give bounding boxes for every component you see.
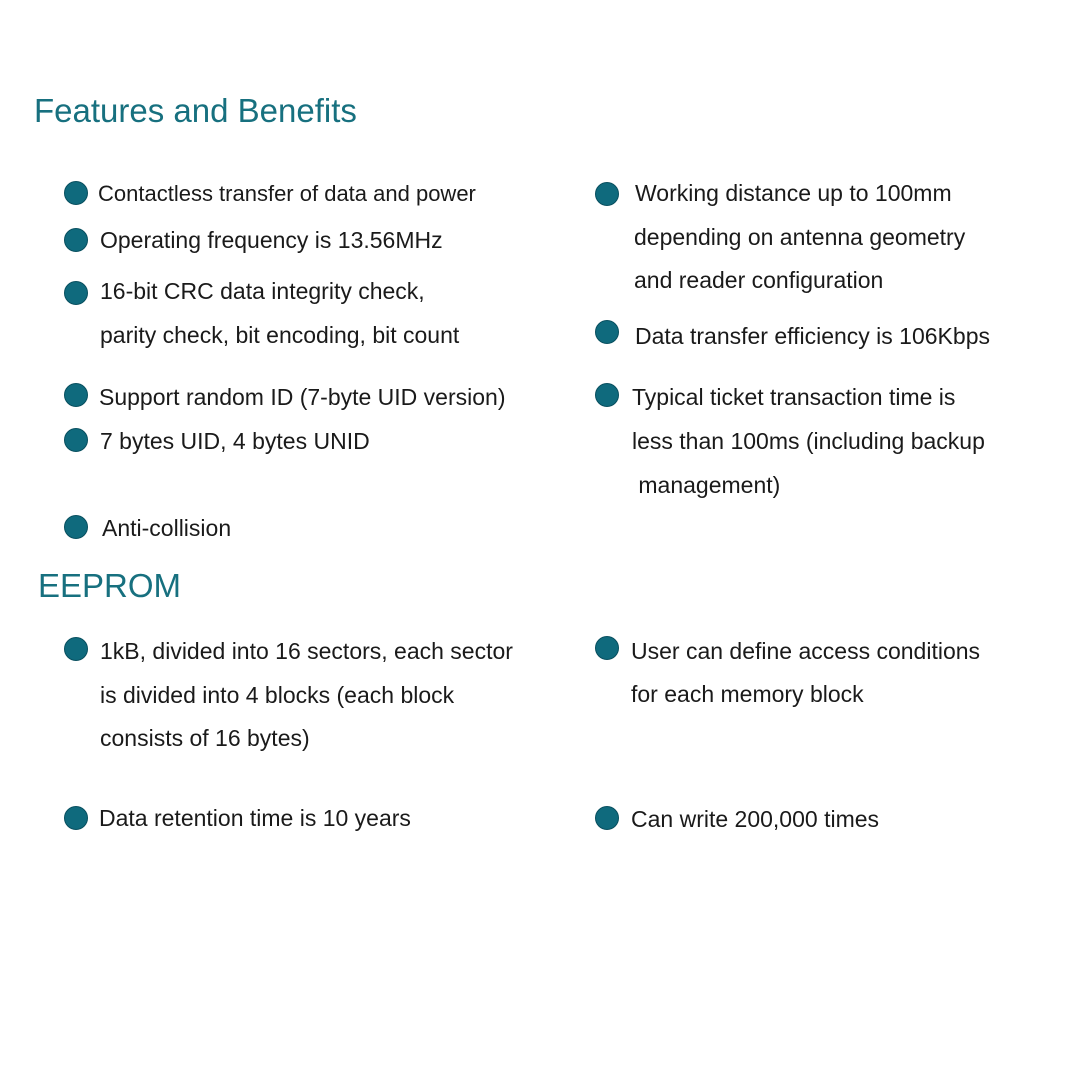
bullet-icon [595,182,619,206]
eeprom-text-line: for each memory block [631,681,864,707]
eeprom-text-line: 1kB, divided into 16 sectors, each sector [100,638,513,664]
eeprom-heading: EEPROM [38,567,182,604]
feature-text-line: management) [632,472,781,498]
feature-text-line: Typical ticket transaction time is [632,384,956,410]
bullet-icon [64,383,88,407]
bullet-icon [64,181,88,205]
feature-text-line: Contactless transfer of data and power [98,181,476,206]
bullet-icon [595,806,619,830]
feature-text-line: parity check, bit encoding, bit count [100,322,460,348]
feature-text-line: Support random ID (7-byte UID version) [99,384,506,410]
eeprom-text-line: User can define access conditions [631,638,981,664]
feature-text-line: and reader configuration [634,267,884,293]
features-heading: Features and Benefits [34,92,357,129]
bullet-icon [64,806,88,830]
bullet-icon [64,228,88,252]
feature-text-line: Anti-collision [102,515,232,541]
feature-text-line: less than 100ms (including backup [632,428,985,454]
eeprom-text-line: Can write 200,000 times [631,806,880,832]
eeprom-text-line: is divided into 4 blocks (each block [100,682,455,708]
bullet-icon [64,428,88,452]
feature-text-line: 7 bytes UID, 4 bytes UNID [100,428,370,454]
bullet-icon [64,637,88,661]
bullet-icon [595,383,619,407]
bullet-icon [595,320,619,344]
feature-text-line: 16-bit CRC data integrity check, [100,278,425,304]
bullet-icon [64,515,88,539]
feature-text-line: Operating frequency is 13.56MHz [100,227,443,253]
eeprom-text-line: Data retention time is 10 years [99,805,411,831]
bullet-icon [64,281,88,305]
eeprom-text-line: consists of 16 bytes) [100,725,310,751]
bullet-icon [595,636,619,660]
feature-text-line: Working distance up to 100mm [635,180,952,206]
feature-text-line: Data transfer efficiency is 106Kbps [635,323,990,349]
feature-text-line: depending on antenna geometry [634,224,966,250]
